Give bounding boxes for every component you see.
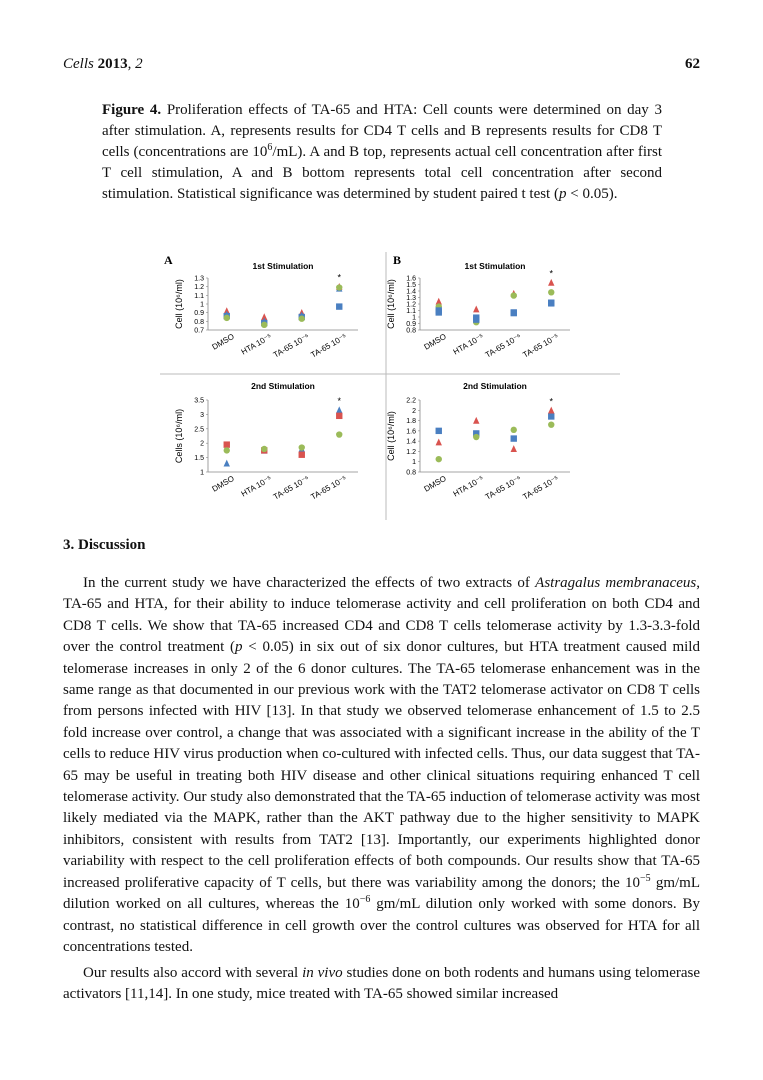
y-tick-label: 0.8 (406, 469, 416, 477)
panel-label-a: A (164, 253, 173, 267)
paragraph-text: studies done on both rodents and humans using telomerase activators [11,14]. In one study, mice treated with TA-65 showed similar increased (63, 965, 700, 1003)
running-header (63, 56, 700, 78)
data-point-triangle (436, 438, 442, 445)
discussion-paragraph-2 (63, 963, 700, 1006)
chart-panel-3 (174, 381, 358, 502)
x-tick-label: TA-65 10⁻⁶ (483, 331, 523, 360)
data-point-circle (511, 427, 517, 433)
paragraph-text: Our results also accord with several (83, 965, 303, 981)
y-tick-label: 1.4 (406, 288, 416, 296)
y-tick-label: 1.5 (406, 282, 416, 289)
data-point-circle (261, 322, 267, 328)
chart-panel-4 (386, 381, 570, 502)
in-vivo-italic: in vivo (302, 965, 343, 981)
data-point-circle (336, 284, 342, 290)
data-point-triangle (336, 406, 342, 413)
significance-asterisk: * (337, 272, 342, 283)
significance-asterisk: * (337, 396, 342, 407)
data-point-circle (299, 316, 305, 322)
paragraph-text: In the current study we have characterized the effects of two extracts of (83, 575, 536, 591)
figure-caption (102, 100, 662, 205)
y-tick-label: 0.7 (194, 327, 204, 335)
y-tick-label: 2.5 (194, 426, 204, 434)
y-tick-label: 1.3 (406, 295, 416, 302)
data-point-circle (436, 456, 442, 462)
y-axis-label: Cell (10⁶/ml) (174, 279, 184, 329)
data-point-square (336, 303, 342, 309)
figure-label: Figure 4. (102, 102, 162, 118)
chart-title: 1st Stimulation (464, 261, 526, 271)
p-symbol: p (558, 186, 567, 202)
y-tick-label: 1.3 (194, 275, 204, 283)
data-point-circle (336, 431, 342, 437)
y-tick-label: 0.9 (194, 310, 204, 318)
data-point-circle (261, 446, 267, 452)
x-tick-label: DMSO (422, 331, 448, 352)
significance-asterisk: * (549, 396, 554, 407)
y-tick-label: 0.8 (194, 318, 204, 326)
data-point-square (436, 309, 442, 315)
x-tick-label: TA-65 10⁻⁵ (521, 331, 561, 360)
paragraph-text: , TA-65 and HTA, for their ability to induce telomerase activity and cell proliferation on both CD4 and CD8 T cells. We show that TA-65 increased CD4 and CD8 T cells telomerase activity by 1.3-3.3-fold over the control treatment ( (63, 575, 700, 656)
y-tick-label: 1.6 (406, 428, 416, 436)
data-point-triangle (473, 306, 479, 313)
page-number: 62 (685, 56, 700, 72)
paragraph-text: gm/mL dilution worked on all cultures, whereas the 10 (63, 874, 700, 913)
y-tick-label: 0.8 (406, 327, 416, 335)
data-point-square (473, 316, 479, 322)
paragraph-text: gm/mL dilution only worked with some donors. By contrast, no statistical difference in cell growth over the control cultures was observed for HTA for all concentrations tested. (63, 896, 700, 955)
chart-title: 1st Stimulation (252, 261, 314, 271)
caption-text: < 0.05). (566, 186, 618, 202)
y-tick-label: 3.5 (194, 397, 204, 405)
caption-superscript: 6 (267, 142, 273, 153)
data-point-circle (224, 315, 230, 321)
y-tick-label: 1.2 (406, 448, 416, 456)
chart-title: 2nd Stimulation (463, 381, 527, 391)
y-axis-label: Cell (10⁶/ml) (386, 411, 396, 461)
chart-title: 2nd Stimulation (251, 381, 315, 391)
data-point-square (511, 310, 517, 316)
y-tick-label: 1.8 (406, 418, 416, 426)
y-tick-label: 1.1 (194, 292, 204, 300)
y-tick-label: 1 (412, 459, 416, 467)
y-tick-label: 3 (200, 411, 204, 419)
x-tick-label: TA-65 10⁻⁵ (521, 473, 561, 502)
exponent: −5 (640, 872, 651, 884)
data-point-circle (224, 447, 230, 453)
y-tick-label: 1.4 (406, 438, 416, 446)
data-point-triangle (473, 417, 479, 424)
data-point-circle (473, 434, 479, 440)
y-axis-label: Cell (10⁶/ml) (386, 279, 396, 329)
chart-panel-2 (386, 261, 570, 360)
x-tick-label: HTA 10⁻⁵ (451, 331, 486, 357)
data-point-triangle (548, 407, 554, 414)
journal-name: Cells (63, 56, 94, 72)
journal-year: 2013 (97, 56, 128, 72)
caption-text: Proliferation effects of TA-65 and HTA: Cell counts were determined on day 3 after stimulation. A, represents results for CD4 T cells and B represents results for CD8 T cells (concentrations are 10 (102, 102, 662, 160)
y-tick-label: 0.9 (406, 321, 416, 328)
data-point-triangle (511, 445, 517, 452)
x-tick-label: TA-65 10⁻⁶ (271, 331, 311, 360)
y-tick-label: 2 (412, 407, 416, 415)
x-tick-label: HTA 10⁻⁵ (239, 473, 274, 499)
p-symbol: p (235, 639, 243, 656)
section-heading: 3. Discussion (63, 537, 146, 553)
data-point-circle (548, 421, 554, 427)
data-point-triangle (224, 460, 230, 467)
significance-asterisk: * (549, 268, 554, 279)
x-tick-label: DMSO (210, 473, 236, 494)
x-tick-label: TA-65 10⁻⁶ (271, 473, 311, 502)
y-tick-label: 1.6 (406, 275, 416, 283)
data-point-square (299, 452, 305, 458)
data-point-square (436, 428, 442, 434)
x-tick-label: TA-65 10⁻⁶ (483, 473, 523, 502)
data-point-circle (511, 292, 517, 298)
y-tick-label: 1 (200, 469, 204, 477)
chart-panel-1 (174, 261, 358, 360)
x-tick-label: TA-65 10⁻⁵ (309, 331, 349, 360)
x-tick-label: DMSO (210, 331, 236, 352)
data-point-square (224, 441, 230, 447)
y-tick-label: 1.2 (194, 284, 204, 292)
y-tick-label: 1 (412, 314, 416, 322)
data-point-square (511, 435, 517, 441)
species-name: Astragalus membranaceus (535, 575, 697, 591)
journal-citation: Cells 2013, 2 (63, 56, 143, 72)
y-tick-label: 2.2 (406, 397, 416, 405)
panel-label-b: B (393, 253, 402, 267)
journal-volume: 2 (135, 56, 143, 72)
data-point-triangle (548, 279, 554, 286)
x-tick-label: TA-65 10⁻⁵ (309, 473, 349, 502)
x-tick-label: DMSO (422, 473, 448, 494)
discussion-paragraph-1 (63, 573, 700, 958)
x-tick-label: HTA 10⁻⁵ (239, 331, 274, 357)
x-tick-label: HTA 10⁻⁵ (451, 473, 486, 499)
y-tick-label: 2 (200, 440, 204, 448)
y-tick-label: 1 (200, 301, 204, 309)
y-tick-label: 1.2 (406, 301, 416, 309)
data-point-square (548, 413, 554, 419)
data-point-square (336, 413, 342, 419)
data-point-circle (299, 444, 305, 450)
y-tick-label: 1.1 (406, 308, 416, 315)
figure-4 (160, 252, 620, 520)
paragraph-text: < 0.05) in six out of six donor cultures, but HTA treatment caused mild telomerase increases in only 2 of the 6 donor cultures. The TA-65 telomerase enhancement was in the same range as that documented in our previous work with the TAT2 telomerase activator on CD8 T cells from persons infected with HIV [13]. In that study we observed telomerase enhancement of 1.5 to 2.5 fold increase over control, a change that was associated with a significant increase in the ability of the T cells to reduce HIV virus production when co-cultured with infected cells. Thus, our data suggest that TA-65 may be useful in treating both HIV disease and other clinical situations requiring enhanced T cell telomerase activity. Our study also demonstrated that the TA-65 induction of telomerase activity was most likely mediated via the MAPK, rather than the AKT pathway due to the higher sensitivity to MAPK inhibitors, consistent with results from TAT2 [13]. Importantly, our experiments highlighted donor variability with respect to the cell proliferation effects of both compounds. Our results show that TA-65 increased proliferative capacity of T cells, but there was variability among the donors; the 10 (63, 639, 700, 891)
y-axis-label: Cells (10⁶/ml) (174, 408, 184, 464)
data-point-circle (548, 289, 554, 295)
data-point-square (548, 300, 554, 306)
figure-4-graphic (160, 252, 620, 520)
exponent: −6 (359, 894, 371, 906)
y-tick-label: 1.5 (194, 455, 204, 463)
caption-text: /mL). A and B top, represents actual cell concentration after first T cell stimulation, A and B bottom represents total cell concentration after second stimulation. Statistical significance was determined by student paired t test ( (102, 144, 662, 202)
